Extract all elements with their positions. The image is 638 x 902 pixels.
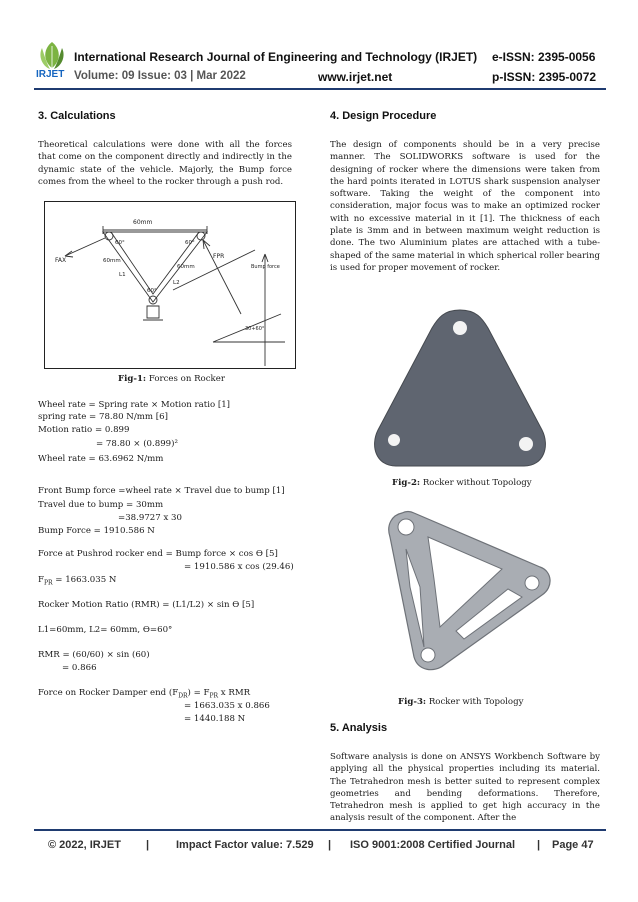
footer-rule <box>34 829 606 831</box>
length-right-label: 60mm <box>177 264 195 270</box>
footer-sep-3: | <box>537 839 541 851</box>
eq-motion-ratio: Motion ratio = 0.899 <box>38 425 130 435</box>
eq-rmr-result: = 0.866 <box>62 663 97 673</box>
rocker-plate-shape <box>364 304 556 472</box>
footer-page-number: Page 47 <box>552 839 594 851</box>
footer-sep-1: | <box>146 839 150 851</box>
figure-2-caption <box>392 478 532 488</box>
l1-label: L1 <box>119 272 126 278</box>
eq-front-bump-force: Front Bump force =wheel rate × Travel due to bump [1] <box>38 486 285 496</box>
eq-wheel-rate: Wheel rate = Spring rate × Motion ratio [1] <box>38 400 231 410</box>
figure-1-forces-sketch <box>44 201 296 369</box>
analysis-text: Software analysis is done on ANSYS Workbench Software by applying all the physical properties including its material. The Tetrahedron mesh is better suited to represent complex geometries and bending deformations. Therefore, Tetrahedron mesh is applied to get high accuracy in the analysis result of the component. After the <box>330 752 600 824</box>
volume-issue: Volume: 09 Issue: 03 | Mar 2022 <box>74 70 246 82</box>
section-heading-analysis: 5. Analysis <box>330 722 388 734</box>
header-rule <box>34 88 606 90</box>
fax-label: FAX <box>55 257 67 264</box>
figure-1-caption <box>118 374 225 384</box>
figure-2-rocker-image <box>364 304 556 472</box>
calculations-intro: Theoretical calculations were done with all the forces that come on the component directly and indirectly in the dynamic state of the vehicle. Majorly, the Bump force comes from the wheel to the rocker through a push rod. <box>38 140 292 187</box>
dim-top-label: 60mm <box>133 219 153 226</box>
footer-sep-2: | <box>328 839 332 851</box>
journal-logo <box>34 38 70 82</box>
eq-rmr: Rocker Motion Ratio (RMR) = (L1/L2) × sin Ɵ [5] <box>38 600 255 610</box>
angle-sum-label: 30+60° <box>245 326 265 332</box>
eq-bump-force-result: Bump Force = 1910.586 N <box>38 526 155 536</box>
angle-bottom-label: 60° <box>147 288 157 294</box>
bump-force-label: Bump force <box>251 264 280 270</box>
footer-copyright: © 2022, IRJET <box>48 839 121 851</box>
eq-pushrod-calc: = 1910.586 x cos (29.46) <box>184 562 294 572</box>
pissn: p-ISSN: 2395-0072 <box>492 70 597 84</box>
section-heading-calculations: 3. Calculations <box>38 110 116 122</box>
figure-1-label: Fig-1: <box>118 374 147 384</box>
figure-2-label: Fig-2: <box>392 478 421 488</box>
figure-3-caption <box>398 697 523 707</box>
logo-text: IRJET <box>36 69 65 80</box>
length-left-label: 60mm <box>103 258 121 264</box>
eq-damper-result: = 1440.188 N <box>184 714 246 724</box>
figure-3-text: Rocker with Topology <box>428 697 524 707</box>
angle-right-label: 60° <box>185 240 195 246</box>
eq-travel-calc: =38.9727 x 30 <box>118 513 182 523</box>
figure-3-rocker-image <box>384 507 554 675</box>
rocker-topology-shape <box>384 507 554 675</box>
footer-impact-factor: Impact Factor value: 7.529 <box>176 839 314 851</box>
eissn: e-ISSN: 2395-0056 <box>492 50 596 64</box>
eq-wheel-rate-result: Wheel rate = 63.6962 N/mm <box>38 454 164 464</box>
website-link[interactable]: www.irjet.net <box>318 70 393 84</box>
eq-rmr-calc: RMR = (60/60) × sin (60) <box>38 650 150 660</box>
figure-2-text: Rocker without Topology <box>422 478 532 488</box>
design-procedure-text: The design of components should be in a very precise manner. The SOLIDWORKS software is used for the designing of rocker where the dimensions were taken from the hard points iterated in LOTUS shark suspension analyser software. Taking the weight of the component into consideration, major focus was to make an optimized rocker with no excessive material in it [1]. The thickness of each plate is 3mm and in between maximum weight reduction is done. The two Aluminium plates are attached with a tube-shaped of the same material in which spherical roller bearing is used for proper movement of rocker. <box>330 140 600 273</box>
footer-iso: ISO 9001:2008 Certified Journal <box>350 839 516 851</box>
eq-pushrod-force: Force at Pushrod rocker end = Bump force × cos Ɵ [5] <box>38 549 278 559</box>
eq-travel-bump: Travel due to bump = 30mm <box>38 500 164 510</box>
l2-label: L2 <box>173 280 180 286</box>
rocker-force-sketch <box>45 202 295 368</box>
figure-1-text: Forces on Rocker <box>148 374 225 384</box>
journal-title: International Research Journal of Engineering and Technology (IRJET) <box>74 50 478 64</box>
angle-left-label: 60° <box>115 240 125 246</box>
eq-l-values: L1=60mm, L2= 60mm, Ɵ=60° <box>38 625 173 635</box>
eq-damper-force: Force on Rocker Damper end $(F_{DR}) = F_{PR}$ x RMR <box>38 688 251 700</box>
eq-motion-ratio-calc: = 78.80 × (0.899)² <box>96 439 178 449</box>
section-heading-design: 4. Design Procedure <box>330 110 437 122</box>
eq-fpr-result: $F_{PR} = 1663.035$ N <box>38 575 117 587</box>
eq-damper-calc: = 1663.035 x 0.866 <box>184 701 270 711</box>
eq-spring-rate: spring rate = 78.80 N/mm [6] <box>38 412 168 422</box>
fpr-label: FPR <box>213 253 225 260</box>
figure-3-label: Fig-3: <box>398 697 427 707</box>
